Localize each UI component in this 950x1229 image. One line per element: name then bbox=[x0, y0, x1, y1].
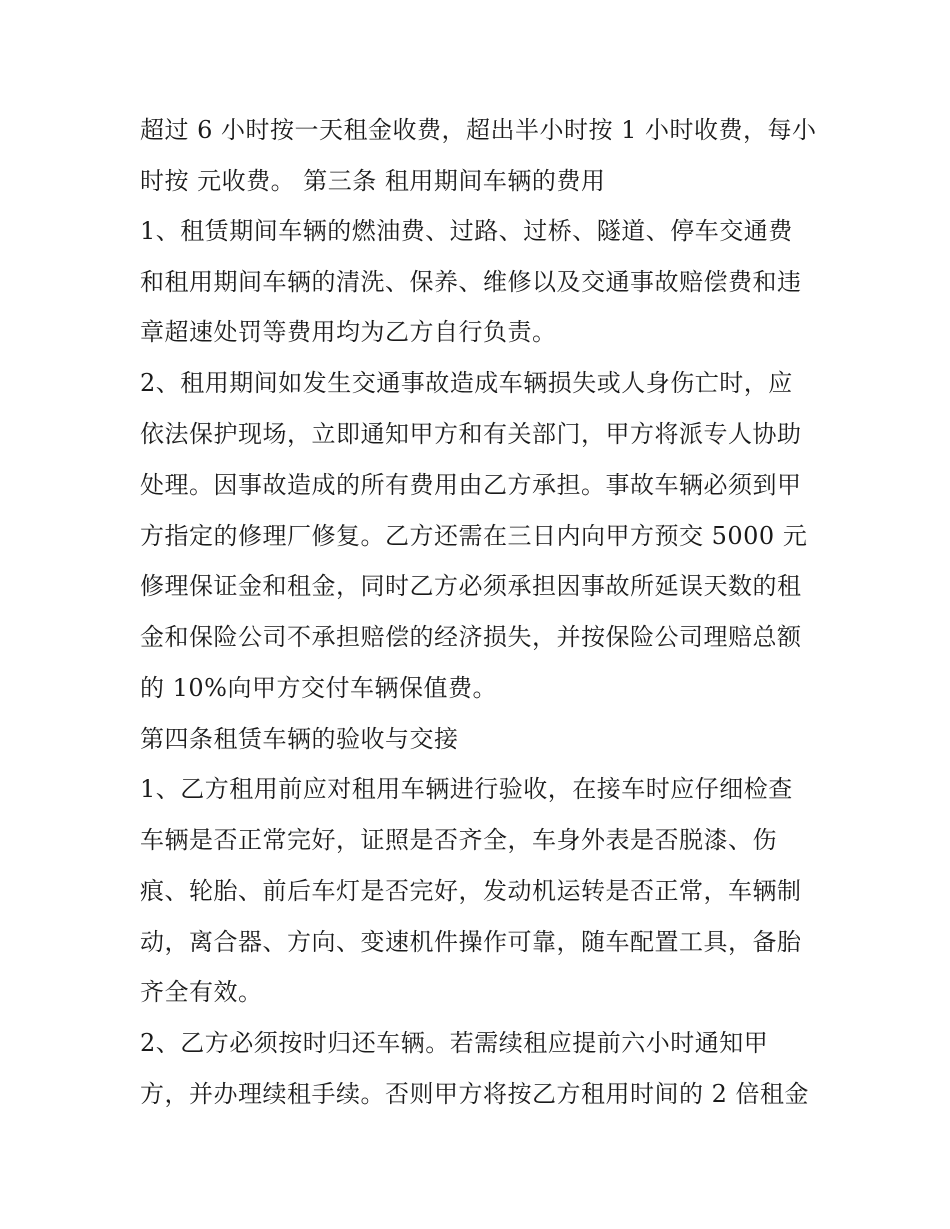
text-line: 超过 6 小时按一天租金收费，超出半小时按 1 小时收费，每小 bbox=[140, 116, 817, 144]
text-line: 1、乙方租用前应对租用车辆进行验收，在接车时应仔细检查 bbox=[140, 775, 793, 803]
text-line: 章超速处罚等费用均为乙方自行负责。 bbox=[140, 318, 557, 346]
text-line: 齐全有效。 bbox=[140, 978, 263, 1006]
text-line: 和租用期间车辆的清洗、保养、维修以及交通事故赔偿费和违 bbox=[140, 268, 802, 296]
text-line: 处理。因事故造成的所有费用由乙方承担。事故车辆必须到甲 bbox=[140, 471, 802, 499]
text-line: 2、乙方必须按时归还车辆。若需续租应提前六小时通知甲 bbox=[140, 1029, 769, 1057]
text-line: 金和保险公司不承担赔偿的经济损失，并按保险公司理赔总额 bbox=[140, 623, 802, 651]
text-line: 时按 元收费。 第三条 租用期间车辆的费用 bbox=[140, 167, 606, 195]
text-line: 的 10%向甲方交付车辆保值费。 bbox=[140, 674, 497, 702]
text-line: 2、租用期间如发生交通事故造成车辆损失或人身伤亡时，应 bbox=[140, 369, 793, 397]
section-heading: 第四条租赁车辆的验收与交接 bbox=[140, 725, 459, 753]
text-line: 车辆是否正常完好，证照是否齐全，车身外表是否脱漆、伤 bbox=[140, 826, 777, 854]
text-line: 1、租赁期间车辆的燃油费、过路、过桥、隧道、停车交通费 bbox=[140, 217, 793, 245]
text-line: 痕、轮胎、前后车灯是否完好，发动机运转是否正常，车辆制 bbox=[140, 877, 802, 905]
text-line: 修理保证金和租金，同时乙方必须承担因事故所延误天数的租 bbox=[140, 572, 802, 600]
text-line: 方指定的修理厂修复。乙方还需在三日内向甲方预交 5000 元 bbox=[140, 522, 808, 550]
text-line: 方，并办理续租手续。否则甲方将按乙方租用时间的 2 倍租金 bbox=[140, 1080, 810, 1108]
text-line: 动，离合器、方向、变速机件操作可靠，随车配置工具，备胎 bbox=[140, 928, 802, 956]
text-line: 依法保护现场，立即通知甲方和有关部门，甲方将派专人协助 bbox=[140, 420, 802, 448]
